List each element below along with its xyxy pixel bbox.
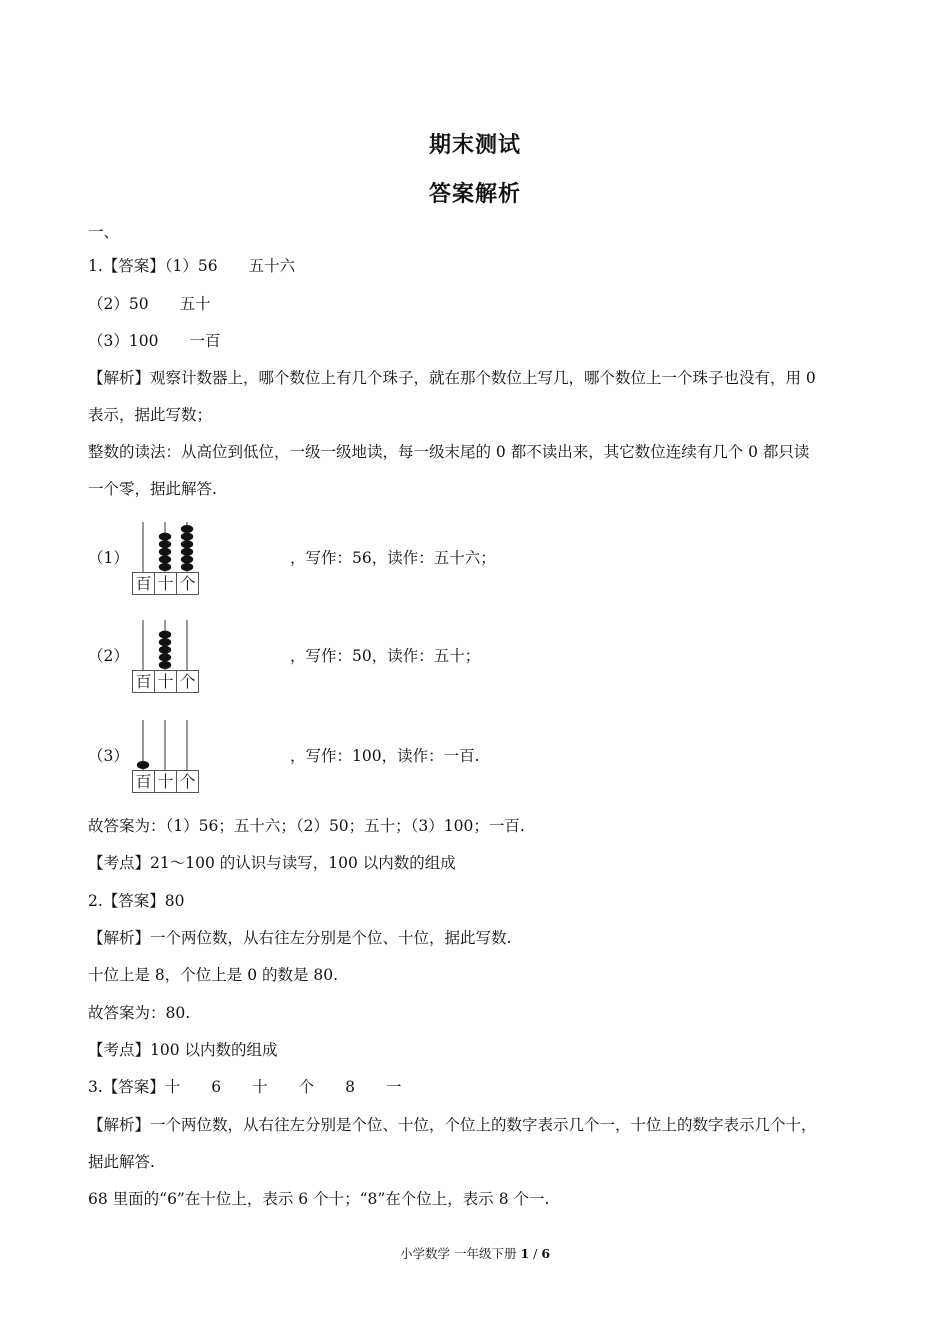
abacus-1 [132,520,292,598]
page-subtitle: 答案解析 [428,182,521,207]
q3-analysis: 【解析】一个两位数，从右往左分别是个位、十位，个位上的数字表示几个一，十位上的数字表示几个十， [88,1116,817,1134]
abacus-text: ，写作：100，读作：一百. [290,747,480,765]
abacus-row-2 [88,618,878,700]
q1-conclusion: 故答案为：（1）56；五十六；（2）50；五十；（3）100；一百. [88,817,525,835]
q2-conclusion: 故答案为：80. [88,1004,191,1022]
q1-answer-3: （3）100 一百 [88,332,221,350]
abacus-place-label: 个 [179,574,196,593]
footer-total: 6 [541,1246,551,1261]
abacus-bead-ones [181,533,193,541]
abacus-bead-hundreds [137,761,149,769]
q3-answer: 3.【答案】十 6 十 个 8 一 [88,1078,402,1096]
q3-analysis: 据此解答. [88,1153,155,1171]
abacus-row-3 [88,718,878,800]
q1-analysis: 【解析】观察计数器上，哪个数位上有几个珠子，就在那个数位上写几，哪个数位上一个珠子也没有，用 0 [88,369,816,387]
abacus-bead-tens [159,548,171,556]
abacus-bead-tens [159,646,171,654]
q1-answer: 1.【答案】（1）56 五十六 [88,257,296,275]
abacus-text: ，写作：56，读作：五十六； [290,549,496,567]
abacus-bead-ones [181,540,193,548]
section-number: 一、 [88,223,120,241]
abacus-bead-ones [181,548,193,556]
abacus-place-label: 十 [157,672,174,691]
abacus-bead-tens [159,631,171,639]
q1-point: 【考点】21～100 的认识与读写，100 以内数的组成 [88,854,456,872]
abacus-row-1 [88,520,878,602]
abacus-label: （1） [88,549,129,567]
footer-page: 1 [520,1246,530,1261]
abacus-bead-tens [159,638,171,646]
footer-text: 小学数学 一年级下册 [399,1246,521,1261]
q1-answer-2: （2）50 五十 [88,295,211,313]
abacus-place-label: 十 [157,772,174,791]
abacus-2 [132,618,292,696]
abacus-bead-tens [159,661,171,669]
abacus-bead-tens [159,563,171,571]
abacus-place-label: 个 [179,772,196,791]
abacus-text: ，写作：50，读作：五十； [290,647,481,665]
q1-analysis: 整数的读法：从高位到低位，一级一级地读，每一级末尾的 0 都不读出来，其它数位连续有几个 0 都只读 [88,443,810,461]
abacus-bead-ones [181,563,193,571]
abacus-place-label: 百 [135,574,152,593]
abacus-bead-ones [181,555,193,563]
abacus-place-label: 百 [135,772,152,791]
abacus-bead-ones [181,525,193,533]
page-footer [0,1246,950,1262]
abacus-bead-tens [159,555,171,563]
abacus-bead-tens [159,653,171,661]
q1-analysis: 一个零，据此解答. [88,480,217,498]
abacus-label: （3） [88,747,129,765]
abacus-place-label: 百 [135,672,152,691]
abacus-3 [132,718,292,796]
page-title: 期末测试 [428,133,521,158]
q2-detail: 十位上是 8，个位上是 0 的数是 80. [88,966,339,984]
q3-detail: 68 里面的“6”在十位上，表示 6 个十；“8”在个位上，表示 8 个一. [88,1190,550,1208]
abacus-place-label: 十 [157,574,174,593]
q2-analysis: 【解析】一个两位数，从右往左分别是个位、十位，据此写数. [88,929,512,947]
q1-analysis: 表示，据此写数； [88,406,213,424]
abacus-label: （2） [88,647,129,665]
q2-answer: 2.【答案】80 [88,892,185,910]
abacus-place-label: 个 [179,672,196,691]
footer-sep: / [529,1246,542,1261]
abacus-bead-tens [159,533,171,541]
q2-point: 【考点】100 以内数的组成 [88,1041,278,1059]
abacus-bead-tens [159,540,171,548]
